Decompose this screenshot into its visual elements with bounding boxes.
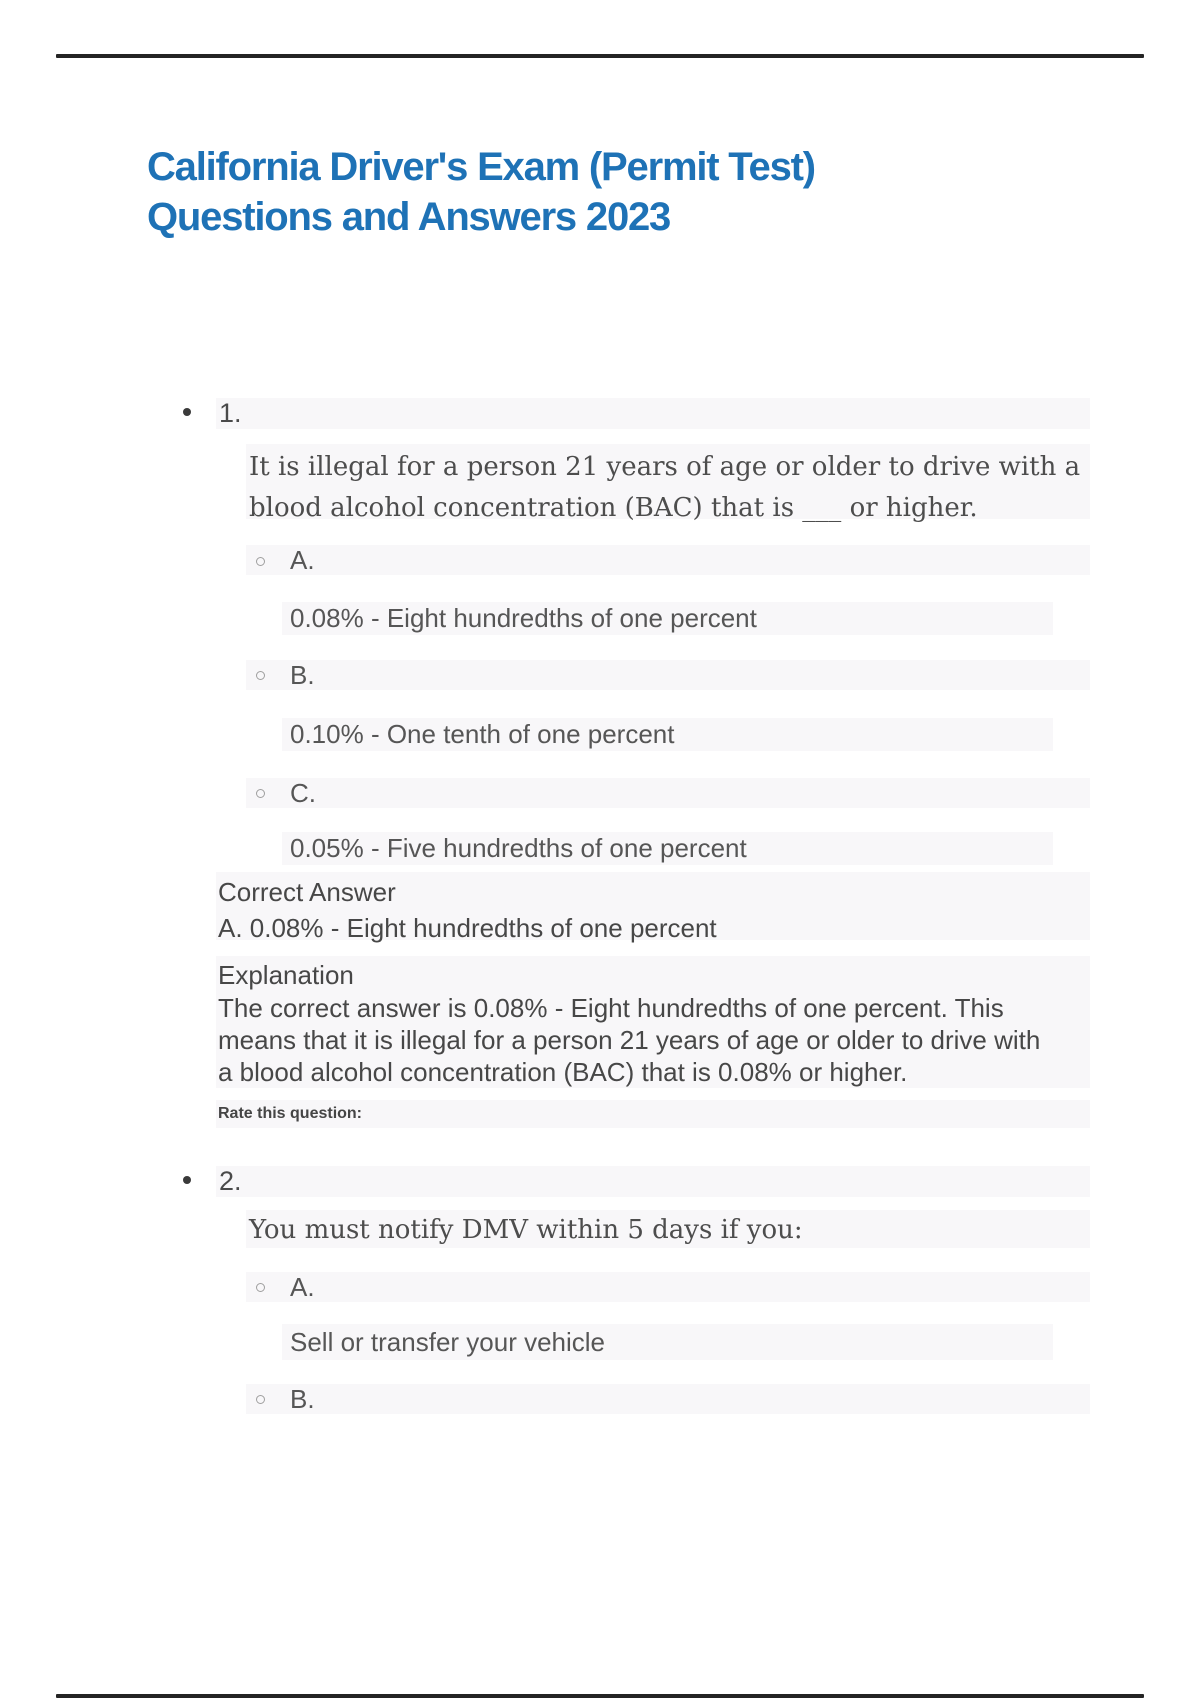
question-1-number: 1.	[219, 398, 242, 428]
question-2-option-a-value: Sell or transfer your vehicle	[290, 1327, 606, 1357]
question-1-option-c-letter: C.	[290, 778, 316, 808]
document-title-line1: California Driver's Exam (Permit Test)	[147, 145, 815, 189]
question-1-option-a-letter: A.	[290, 545, 315, 575]
explanation-text	[218, 992, 1040, 1088]
question-1-option-a-value: 0.08% - Eight hundredths of one percent	[290, 603, 757, 633]
correct-answer-text: A. 0.08% - Eight hundredths of one percent	[218, 913, 717, 943]
explanation-line3: a blood alcohol concentration (BAC) that is 0.08% or higher.	[218, 1057, 908, 1087]
highlight-band	[246, 1272, 1090, 1302]
list-bullet-icon	[183, 1176, 191, 1184]
correct-answer-label: Correct Answer	[218, 877, 396, 907]
option-circle-icon	[256, 789, 265, 798]
question-1-option-b-value: 0.10% - One tenth of one percent	[290, 719, 675, 749]
question-2-option-a-letter: A.	[290, 1272, 315, 1302]
option-circle-icon	[256, 1395, 265, 1404]
question-2-option-b-letter: B.	[290, 1384, 315, 1414]
highlight-band	[246, 1384, 1090, 1414]
question-1-text	[249, 447, 1080, 529]
question-2-text	[249, 1212, 803, 1248]
explanation-line2: means that it is illegal for a person 21 years of age or older to drive with	[218, 1025, 1041, 1055]
top-rule	[56, 54, 1144, 58]
explanation-label: Explanation	[218, 960, 354, 990]
rate-question-label: Rate this question:	[218, 1105, 363, 1122]
highlight-band	[246, 660, 1090, 690]
document-title-line2: Questions and Answers 2023	[147, 195, 671, 239]
option-circle-icon	[256, 1283, 265, 1292]
highlight-band	[216, 398, 1090, 429]
list-bullet-icon	[183, 408, 191, 416]
highlight-band	[246, 778, 1090, 808]
option-circle-icon	[256, 557, 265, 566]
question-1-text-line2: blood alcohol concentration (BAC) that is ___ or higher.	[249, 493, 978, 523]
explanation-line1: The correct answer is 0.08% - Eight hundredths of one percent. This	[218, 993, 1004, 1023]
question-2-text-line1: You must notify DMV within 5 days if you:	[249, 1215, 803, 1245]
option-circle-icon	[256, 671, 265, 680]
question-1-option-c-value: 0.05% - Five hundredths of one percent	[290, 833, 747, 863]
document-title	[147, 142, 815, 242]
bottom-rule	[56, 1694, 1144, 1698]
question-2-number: 2.	[219, 1166, 242, 1196]
highlight-band	[216, 1166, 1090, 1197]
question-1-option-b-letter: B.	[290, 660, 315, 690]
highlight-band	[246, 545, 1090, 575]
question-1-text-line1: It is illegal for a person 21 years of age or older to drive with a	[249, 452, 1081, 482]
